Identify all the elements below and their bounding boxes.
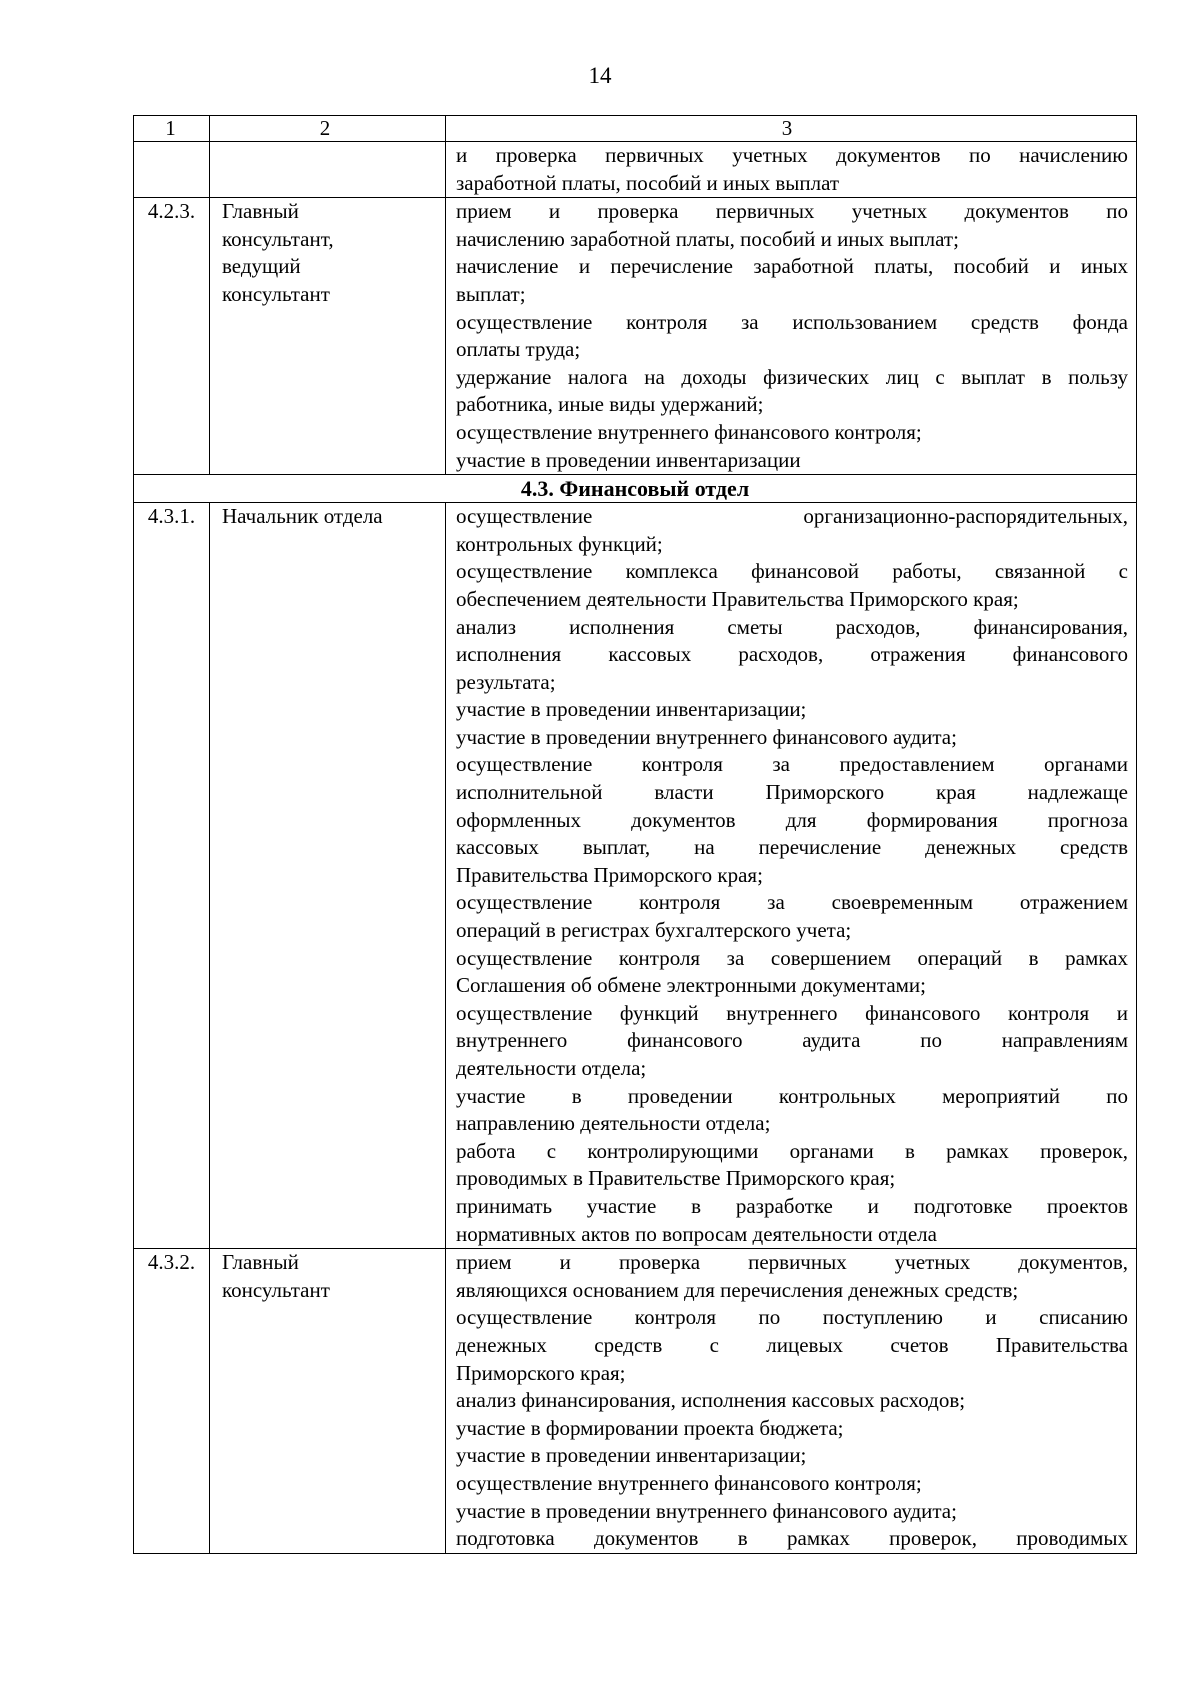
position-line: консультант, xyxy=(222,226,334,251)
duty-line: проводимых в Правительстве Приморского края; xyxy=(456,1166,896,1191)
header-col-2: 2 xyxy=(210,116,446,142)
duties-cell xyxy=(446,503,1137,1249)
duty-line: нормативных актов по вопросам деятельности отдела xyxy=(456,1221,937,1246)
duty-line: осуществление контроля за предоставлением органами xyxy=(456,752,1128,777)
page-number: 14 xyxy=(588,63,612,88)
duties-cell xyxy=(446,198,1137,475)
duty-line: участие в проведении инвентаризации; xyxy=(456,1443,807,1468)
header-col-1: 1 xyxy=(134,116,210,142)
duty-line: анализ финансирования, исполнения кассовых расходов; xyxy=(456,1388,966,1413)
duties-cell xyxy=(446,142,1137,198)
position-line: Главный xyxy=(222,1250,299,1275)
duty-line: осуществление организационно-распорядительных, xyxy=(456,504,1128,529)
duty-line: являющихся основанием для перечисления денежных средств; xyxy=(456,1277,1019,1302)
position-cell xyxy=(210,198,446,475)
position-line: ведущий xyxy=(222,254,301,279)
duty-line: анализ исполнения сметы расходов, финансирования, xyxy=(456,614,1128,639)
duty-line: работника, иные виды удержаний; xyxy=(456,392,764,417)
duty-line: заработной платы, пособий и иных выплат xyxy=(456,170,840,195)
num-cell: 4.3.2. xyxy=(134,1249,210,1554)
duty-line: начисление и перечисление заработной платы, пособий и иных xyxy=(456,254,1128,279)
duty-line: Приморского края; xyxy=(456,1360,626,1385)
table-row-4-3-2 xyxy=(134,1249,1137,1554)
duty-line: участие в проведении инвентаризации; xyxy=(456,697,807,722)
duty-line: осуществление контроля за использованием средств фонда xyxy=(456,309,1128,334)
duty-line: участие в проведении контрольных мероприятий по xyxy=(456,1083,1128,1108)
num-cell: 4.2.3. xyxy=(134,198,210,475)
duty-line: денежных средств с лицевых счетов Правительства xyxy=(456,1332,1128,1357)
header-col-3: 3 xyxy=(446,116,1137,142)
duty-line: участие в формировании проекта бюджета; xyxy=(456,1415,844,1440)
duty-line: контрольных функций; xyxy=(456,531,663,556)
duty-line: осуществление контроля за совершением операций в рамках xyxy=(456,945,1128,970)
duty-line: участие в проведении инвентаризации xyxy=(456,447,801,472)
duty-line: и проверка первичных учетных документов по начислению xyxy=(456,143,1128,167)
duty-line: осуществление комплекса финансовой работы, связанной с xyxy=(456,559,1128,584)
duty-line: направлению деятельности отдела; xyxy=(456,1111,771,1136)
table-row-4-3-1 xyxy=(134,503,1137,1249)
duty-line: прием и проверка первичных учетных документов по xyxy=(456,199,1128,224)
table-header-row xyxy=(134,116,1137,142)
duty-line: удержание налога на доходы физических лиц с выплат в пользу xyxy=(456,364,1128,389)
position-line: Главный xyxy=(222,199,299,224)
duty-line: внутреннего финансового аудита по направлениям xyxy=(456,1028,1128,1053)
duty-line: участие в проведении внутреннего финансового аудита; xyxy=(456,1498,957,1523)
duty-line: исполнения кассовых расходов, отражения финансового xyxy=(456,642,1128,667)
duty-line: осуществление функций внутреннего финансового контроля и xyxy=(456,1000,1128,1025)
duties-table xyxy=(133,115,1137,1554)
section-title: 4.3. Финансовый отдел xyxy=(134,475,1137,503)
position-cell xyxy=(210,142,446,198)
duty-line: работа с контролирующими органами в рамках проверок, xyxy=(456,1138,1128,1163)
duty-line: деятельности отдела; xyxy=(456,1056,647,1080)
duty-line: выплат; xyxy=(456,281,526,306)
table-row-4-2-3 xyxy=(134,198,1137,475)
num-cell xyxy=(134,142,210,198)
duty-line: осуществление внутреннего финансового контроля; xyxy=(456,1470,922,1495)
duty-line: результата; xyxy=(456,669,556,694)
duty-line: подготовка документов в рамках проверок, проводимых xyxy=(456,1526,1128,1551)
duty-line: осуществление контроля за своевременным отражением xyxy=(456,890,1128,915)
duty-line: оплаты труда; xyxy=(456,337,581,362)
position-line: консультант xyxy=(222,1277,330,1302)
duty-line: исполнительной власти Приморского края надлежаще xyxy=(456,780,1128,805)
duty-line: оформленных документов для формирования прогноза xyxy=(456,807,1128,832)
position-cell xyxy=(210,1249,446,1554)
duties-cell xyxy=(446,1249,1137,1554)
duty-line: участие в проведении внутреннего финансового аудита; xyxy=(456,724,957,749)
duty-line: операций в регистрах бухгалтерского учета; xyxy=(456,918,852,943)
duty-line: Правительства Приморского края; xyxy=(456,862,763,887)
duty-line: обеспечением деятельности Правительства Приморского края; xyxy=(456,586,1019,611)
duty-line: Соглашения об обмене электронными документами; xyxy=(456,973,926,998)
duty-line: начислению заработной платы, пособий и иных выплат; xyxy=(456,226,959,251)
position-line: Начальник отдела xyxy=(222,504,383,529)
duty-line: прием и проверка первичных учетных документов, xyxy=(456,1250,1128,1275)
section-row-4-3 xyxy=(134,475,1137,503)
duty-line: принимать участие в разработке и подготовке проектов xyxy=(456,1193,1128,1218)
duty-line: кассовых выплат, на перечисление денежных средств xyxy=(456,835,1128,860)
num-cell: 4.3.1. xyxy=(134,503,210,1249)
duty-line: осуществление внутреннего финансового контроля; xyxy=(456,419,922,444)
position-cell xyxy=(210,503,446,1249)
position-line: консультант xyxy=(222,281,330,306)
table-row-continuation xyxy=(134,142,1137,198)
duty-line: осуществление контроля по поступлению и списанию xyxy=(456,1305,1128,1330)
